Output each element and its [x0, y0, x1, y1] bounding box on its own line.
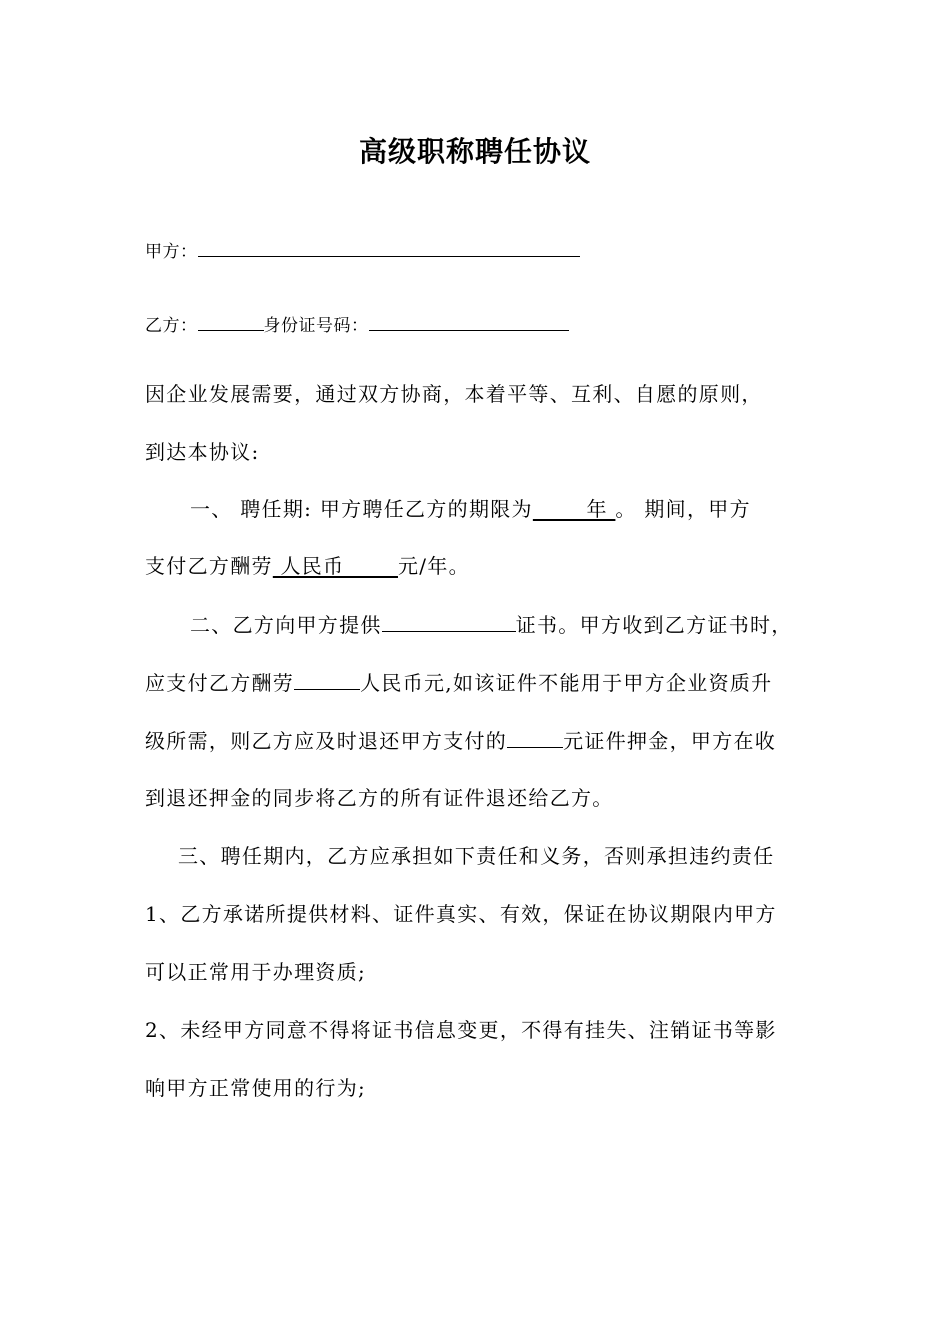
clause3-item2-line-2: 响甲方正常使用的行为;	[145, 1076, 367, 1100]
certificate-blank	[382, 611, 516, 632]
year-fill: 年	[532, 497, 616, 521]
clause3-item1-line-1: 1、乙方承诺所提供材料、证件真实、有效，保证在协议期限内甲方	[145, 902, 777, 926]
clause3-item2-line-1: 2、未经甲方同意不得将证书信息变更，不得有挂失、注销证书等影	[145, 1018, 777, 1042]
document-title: 高级职称聘任协议	[358, 135, 591, 168]
clause2-text-6: 元证件押金，甲方在收	[563, 729, 777, 753]
clause2-line-2	[145, 669, 772, 696]
clause2-text-1: 二、乙方向甲方提供	[190, 613, 382, 637]
clause3-heading: 三、聘任期内，乙方应承担如下责任和义务，否则承担违约责任	[178, 844, 775, 868]
clause2-line-1	[190, 611, 793, 638]
clause2-text-4: 人民币元,如该证件不能用于甲方企业资质升	[360, 671, 773, 695]
clause3-item1-line-2: 可以正常用于办理资质;	[145, 960, 367, 984]
clause1-line-1	[190, 496, 751, 522]
payment-blank	[294, 669, 360, 690]
party-a-blank	[198, 236, 580, 257]
party-b-name-blank	[198, 310, 264, 331]
clause2-line-3	[145, 727, 776, 754]
party-b-line	[145, 310, 569, 339]
party-a-label: 甲方：	[145, 242, 198, 262]
clause2-text-2: 证书。甲方收到乙方证书时，	[515, 613, 793, 637]
clause1-line-2	[145, 553, 470, 579]
intro-line-2: 到达本协议:	[145, 440, 260, 464]
party-b-label: 乙方：	[145, 316, 198, 336]
clause2-text-3: 应支付乙方酬劳	[145, 671, 295, 695]
clause2-line-4: 到退还押金的同步将乙方的所有证件退还给乙方。	[145, 786, 614, 810]
rmb-fill: 人民币	[272, 554, 398, 578]
party-b-id-label: 身份证号码：	[263, 316, 369, 336]
clause1-text-3: 支付乙方酬劳	[145, 554, 273, 578]
clause1-text-4: 元/年。	[397, 554, 470, 578]
deposit-blank	[507, 727, 563, 748]
clause1-text: 一、 聘任期: 甲方聘任乙方的期限为	[190, 497, 533, 521]
clause1-text-2: 。 期间，甲方	[615, 497, 751, 521]
clause2-text-5: 级所需，则乙方应及时退还甲方支付的	[145, 729, 508, 753]
party-a-line	[145, 236, 580, 265]
intro-line-1: 因企业发展需要，通过双方协商，本着平等、互利、自愿的原则，	[145, 382, 763, 406]
party-b-id-blank	[369, 310, 569, 331]
